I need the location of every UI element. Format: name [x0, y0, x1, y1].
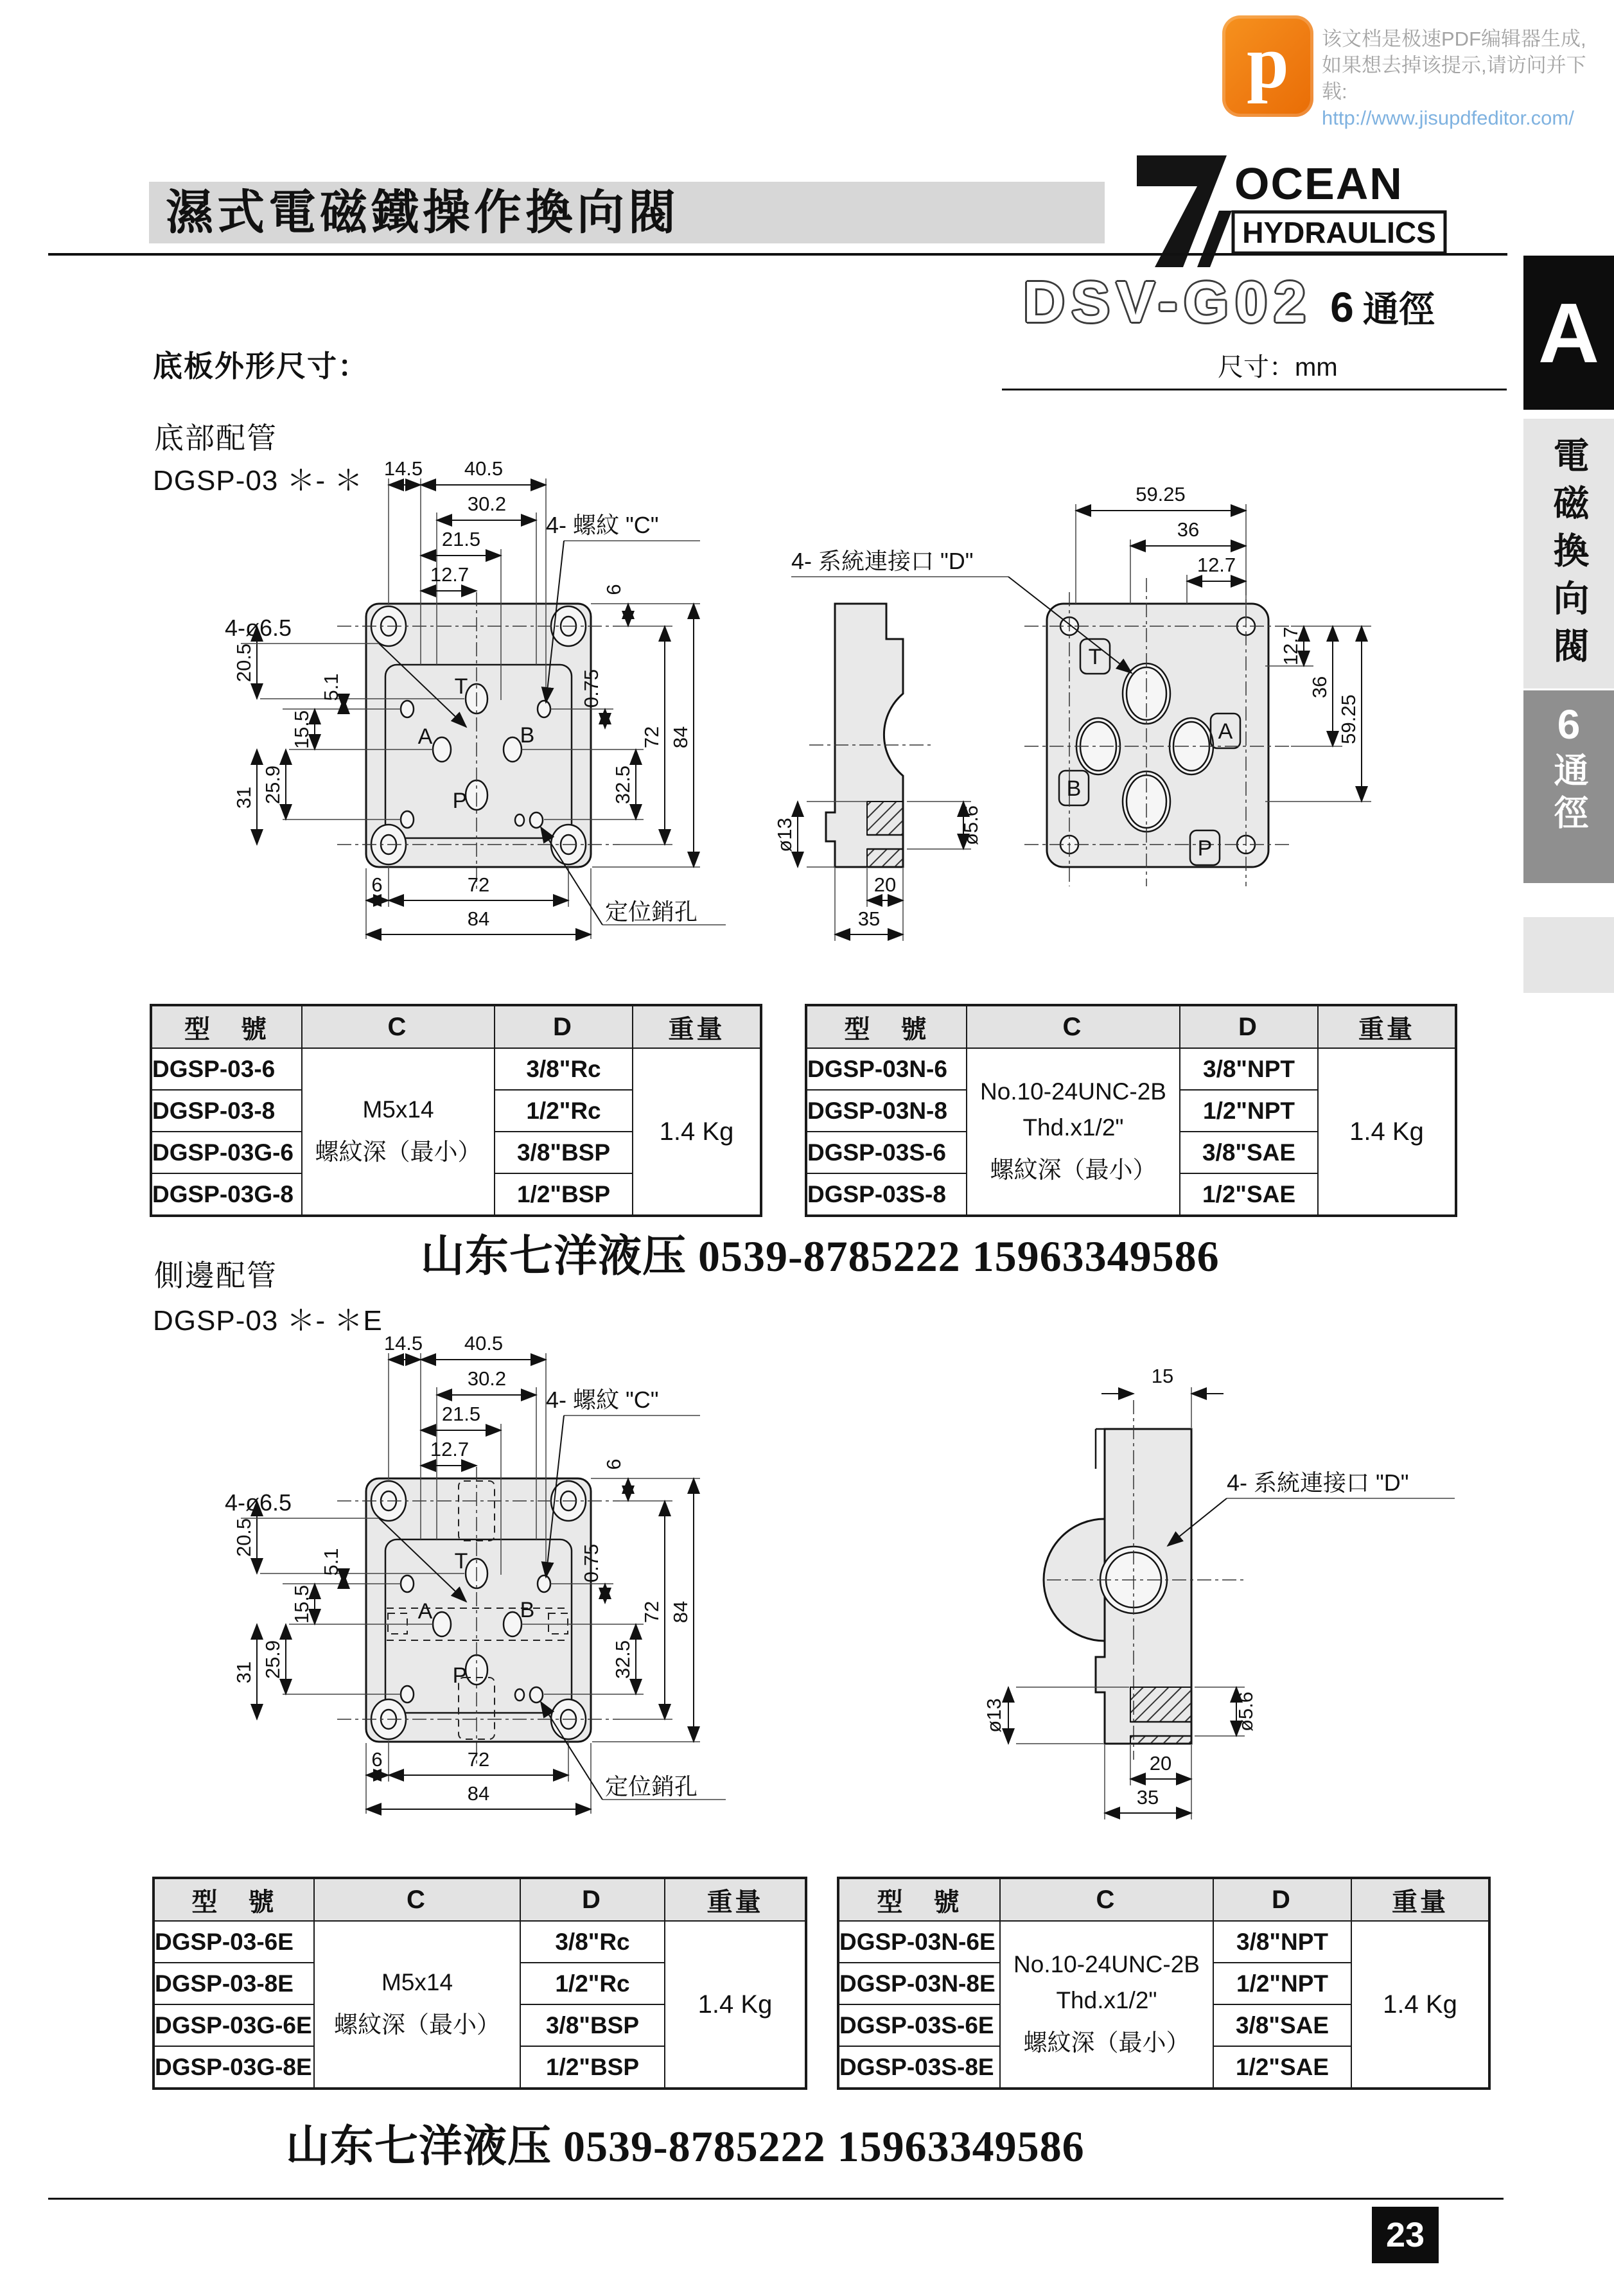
- model-cell: DGSP-03-8: [151, 1090, 302, 1132]
- weight-cell: 1.4 Kg: [1351, 1921, 1489, 2089]
- vendor-contact-line: 山东七洋液压 0539-8785222 15963349586: [421, 1232, 1220, 1281]
- table-row: [154, 1921, 806, 1963]
- c-line1: No.10-24UNC-2B: [980, 1078, 1166, 1105]
- col-c: C: [967, 1005, 1180, 1048]
- side-view-body: [1044, 1400, 1246, 1760]
- table-inch-bottom: [805, 1004, 1457, 1217]
- d-cell: 1/2"BSP: [495, 1173, 633, 1216]
- dim-20-5: 20.5: [232, 643, 255, 683]
- dim-84-right: 84: [669, 726, 692, 749]
- col-weight: 重量: [633, 1005, 761, 1048]
- c-cell: [314, 1921, 520, 2089]
- brand-sub: HYDRAULICS: [1242, 216, 1436, 249]
- col-model: 型 號: [838, 1878, 1000, 1921]
- dim-14-5: 14.5: [383, 457, 423, 480]
- c-line2: Thd.x1/2": [1056, 1987, 1157, 2013]
- sidebar-size-unit: 通徑: [1549, 752, 1588, 837]
- sidebar-size-6[interactable]: [1523, 690, 1614, 883]
- dim-36-right: 36: [1308, 676, 1331, 699]
- footer-rule: [48, 2198, 1504, 2200]
- dim-32-5: 32.5: [611, 765, 634, 805]
- watermark-line2: 如果想去掉该提示,请访问并下载:: [1322, 54, 1586, 103]
- col-weight: 重量: [665, 1878, 806, 1921]
- c-line2: 螺紋深（最小）: [315, 1139, 482, 1165]
- section1-model: DGSP-03 ＊- ＊: [153, 465, 364, 496]
- watermark-note: [1322, 26, 1592, 131]
- weight-cell: 1.4 Kg: [665, 1921, 806, 2089]
- section-view: [773, 604, 982, 941]
- col-c: C: [1000, 1878, 1213, 1921]
- dim-31: 31: [232, 786, 255, 809]
- dim-32-5: 32.5: [611, 1640, 634, 1679]
- dim-40-5: 40.5: [464, 1332, 504, 1354]
- dim-20: 20: [873, 873, 897, 896]
- col-d: D: [1180, 1005, 1318, 1048]
- c-cell: [1000, 1921, 1213, 2089]
- col-d: D: [1213, 1878, 1351, 1921]
- port-label-t: T: [454, 674, 468, 699]
- subplate-dimensions-title: 底板外形尺寸：: [153, 349, 369, 383]
- model-cell: DGSP-03G-6E: [154, 2004, 314, 2046]
- col-d: D: [520, 1878, 665, 1921]
- table-inch-side: [837, 1877, 1491, 2090]
- dim-72-bottom: 72: [467, 1748, 490, 1771]
- callout-mounting-holes: 4-ø6.5: [225, 1489, 292, 1516]
- port-label-b: B: [520, 1598, 535, 1622]
- dim-84-bottom: 84: [467, 907, 490, 930]
- dim-30-2: 30.2: [467, 493, 507, 515]
- dim-15-5: 15.5: [290, 1584, 313, 1624]
- dim-36-top: 36: [1177, 518, 1200, 541]
- dim-6-bottom: 6: [371, 1748, 383, 1771]
- section2-label: 側邊配管: [154, 1259, 277, 1292]
- port-label-b: B: [1066, 776, 1082, 801]
- drawing-side-piping-front-view: [186, 1318, 777, 1845]
- dim-edge-6: 6: [602, 1459, 625, 1470]
- table-metric-bottom: [150, 1004, 762, 1217]
- weight-cell: 1.4 Kg: [1318, 1048, 1456, 1216]
- sub-rule: [1002, 389, 1507, 390]
- dim-0-75: 0.75: [580, 1543, 602, 1583]
- model-cell: DGSP-03S-8: [806, 1173, 967, 1216]
- page-number: 23: [1385, 2216, 1425, 2254]
- d-cell: 1/2"BSP: [520, 2046, 665, 2089]
- port-label-p: P: [452, 1663, 468, 1688]
- col-weight: 重量: [1318, 1005, 1456, 1048]
- watermark-link[interactable]: http://www.jisupdfeditor.com/: [1322, 107, 1574, 129]
- dim-59-25-top: 59.25: [1136, 483, 1186, 505]
- vendor-contact-line-footer: 山东七洋液压 0539-8785222 15963349586: [286, 2122, 1085, 2171]
- d-cell: 3/8"NPT: [1213, 1921, 1351, 1963]
- model-cell: DGSP-03S-6: [806, 1132, 967, 1173]
- model-cell: DGSP-03G-8: [151, 1173, 302, 1216]
- table-row: [151, 1048, 761, 1090]
- dim-72-bottom: 72: [467, 873, 490, 896]
- c-line1: M5x14: [362, 1096, 434, 1123]
- d-cell: 1/2"Rc: [495, 1090, 633, 1132]
- under-view: [1024, 578, 1291, 886]
- dim-dia13: ø13: [773, 818, 796, 852]
- dim-35: 35: [857, 907, 881, 930]
- drawing-bottom-piping-front-view: [186, 443, 777, 970]
- callout-system-port-d: 4- 系統連接口 "D": [791, 548, 974, 574]
- d-cell: 1/2"SAE: [1180, 1173, 1318, 1216]
- dim-12-7-right: 12.7: [1279, 626, 1302, 666]
- dim-25-9: 25.9: [261, 765, 284, 805]
- dim-35: 35: [1136, 1786, 1159, 1809]
- c-line3: 螺紋深（最小）: [1023, 2029, 1190, 2056]
- d-cell: 3/8"Rc: [495, 1048, 633, 1090]
- port-label-t: T: [1088, 645, 1102, 669]
- dim-20: 20: [1149, 1752, 1172, 1775]
- c-line3: 螺紋深（最小）: [990, 1157, 1157, 1183]
- section-tab-a[interactable]: [1523, 256, 1614, 410]
- dim-20-5: 20.5: [232, 1518, 255, 1557]
- model-code: DSV-G02: [1023, 270, 1313, 335]
- dim-40-5: 40.5: [464, 457, 504, 480]
- page-title: 濕式電磁鐵操作換向閥: [166, 186, 680, 239]
- port-label-p: P: [452, 789, 468, 813]
- port-label-t: T: [454, 1549, 468, 1573]
- sidebar-group-solenoid-valve[interactable]: [1523, 419, 1614, 688]
- d-cell: 3/8"Rc: [520, 1921, 665, 1963]
- dim-25-9: 25.9: [261, 1640, 284, 1679]
- table-row: [806, 1048, 1456, 1090]
- dim-dia5-6: ø5.6: [1234, 1691, 1257, 1732]
- dim-5-1: 5.1: [320, 1548, 342, 1576]
- plate-outline: [366, 604, 591, 867]
- col-d: D: [495, 1005, 633, 1048]
- table-metric-side: [152, 1877, 807, 2090]
- c-line1: No.10-24UNC-2B: [1013, 1951, 1200, 1977]
- model-cell: DGSP-03N-6E: [838, 1921, 1000, 1963]
- col-model: 型 號: [151, 1005, 302, 1048]
- watermark-line1: 该文档是极速PDF编辑器生成,: [1322, 28, 1586, 50]
- model-designation: [1023, 270, 1435, 336]
- c-line2: Thd.x1/2": [1022, 1114, 1124, 1141]
- port-label-a: A: [417, 724, 433, 749]
- dimension-unit-note: 尺寸：mm: [1218, 353, 1338, 381]
- dim-21-5: 21.5: [441, 1403, 481, 1425]
- dim-59-25-right: 59.25: [1337, 694, 1360, 744]
- model-cell: DGSP-03-8E: [154, 1963, 314, 2004]
- dim-5-1: 5.1: [320, 673, 342, 701]
- sidebar-size-number: 6: [1557, 701, 1581, 748]
- dim-72-right: 72: [640, 1600, 663, 1624]
- c-line1: M5x14: [381, 1969, 453, 1995]
- dim-21-5: 21.5: [441, 528, 481, 550]
- dim-14-5: 14.5: [383, 1332, 423, 1354]
- d-cell: 1/2"NPT: [1180, 1090, 1318, 1132]
- pdf-editor-logo-icon: [1222, 15, 1313, 117]
- c-cell: [967, 1048, 1180, 1216]
- dim-30-2: 30.2: [467, 1367, 507, 1390]
- dim-72-right: 72: [640, 726, 663, 749]
- d-cell: 1/2"SAE: [1213, 2046, 1351, 2089]
- model-cell: DGSP-03G-8E: [154, 2046, 314, 2089]
- port-label-a: A: [417, 1599, 433, 1624]
- tab-letter: A: [1538, 285, 1600, 380]
- dim-31: 31: [232, 1661, 255, 1684]
- c-cell: [302, 1048, 495, 1216]
- plate-outline: [366, 1478, 591, 1742]
- callout-system-port-d: 4- 系統連接口 "D": [1227, 1469, 1409, 1496]
- callout-thread-c: 4- 螺紋 "C": [546, 512, 659, 538]
- col-weight: 重量: [1351, 1878, 1489, 1921]
- port-label-b: B: [520, 723, 535, 748]
- sidebar-group-label: 電磁換向閥: [1548, 437, 1590, 674]
- dim-15: 15: [1151, 1365, 1174, 1387]
- port-label-p: P: [1197, 836, 1213, 861]
- dim-12-7: 12.7: [430, 563, 469, 586]
- model-cell: DGSP-03N-6: [806, 1048, 967, 1090]
- weight-cell: 1.4 Kg: [633, 1048, 761, 1216]
- port-label-a: A: [1218, 719, 1233, 744]
- col-model: 型 號: [154, 1878, 314, 1921]
- col-model: 型 號: [806, 1005, 967, 1048]
- model-cell: DGSP-03S-6E: [838, 2004, 1000, 2046]
- section2-model: DGSP-03 ＊- ＊E: [153, 1305, 383, 1336]
- dim-dia5-6: ø5.6: [960, 805, 982, 846]
- sidebar-spacer: [1523, 917, 1614, 993]
- d-cell: 1/2"Rc: [520, 1963, 665, 2004]
- d-cell: 3/8"SAE: [1213, 2004, 1351, 2046]
- col-c: C: [302, 1005, 495, 1048]
- brand-name: OCEAN: [1234, 159, 1403, 209]
- dim-12-7-top: 12.7: [1197, 554, 1236, 576]
- page-number-badge: [1372, 2207, 1439, 2263]
- c-line2: 螺紋深（最小）: [334, 2011, 500, 2038]
- section1-label: 底部配管: [154, 421, 277, 455]
- dim-84-right: 84: [669, 1600, 692, 1624]
- col-c: C: [314, 1878, 520, 1921]
- model-cell: DGSP-03-6E: [154, 1921, 314, 1963]
- header-rule: [48, 253, 1507, 256]
- model-size-number: 6: [1330, 283, 1354, 331]
- model-size-unit: 通徑: [1362, 289, 1435, 329]
- title-banner: [149, 182, 1105, 243]
- dim-12-7: 12.7: [430, 1438, 469, 1460]
- dim-84-bottom: 84: [467, 1782, 490, 1805]
- dim-6-bottom: 6: [371, 873, 383, 896]
- dim-0-75: 0.75: [580, 669, 602, 708]
- model-cell: DGSP-03-6: [151, 1048, 302, 1090]
- model-cell: DGSP-03N-8E: [838, 1963, 1000, 2004]
- d-cell: 3/8"SAE: [1180, 1132, 1318, 1173]
- pdf-logo-letter: p: [1247, 20, 1289, 104]
- model-cell: DGSP-03S-8E: [838, 2046, 1000, 2089]
- model-cell: DGSP-03G-6: [151, 1132, 302, 1173]
- d-cell: 3/8"BSP: [520, 2004, 665, 2046]
- drawing-bottom-piping-under-view: [771, 443, 1509, 970]
- callout-thread-c: 4- 螺紋 "C": [546, 1387, 659, 1413]
- callout-mounting-holes: 4-ø6.5: [225, 615, 292, 641]
- callout-locating-pin-hole: 定位銷孔: [605, 898, 698, 925]
- d-cell: 3/8"BSP: [495, 1132, 633, 1173]
- table-row: [838, 1921, 1489, 1963]
- dim-dia13: ø13: [983, 1698, 1005, 1733]
- dim-15-5: 15.5: [290, 710, 313, 749]
- dim-edge-6: 6: [602, 584, 625, 595]
- d-cell: 3/8"NPT: [1180, 1048, 1318, 1090]
- callout-locating-pin-hole: 定位銷孔: [605, 1773, 698, 1800]
- drawing-side-piping-side-view: [912, 1333, 1477, 1834]
- model-cell: DGSP-03N-8: [806, 1090, 967, 1132]
- d-cell: 1/2"NPT: [1213, 1963, 1351, 2004]
